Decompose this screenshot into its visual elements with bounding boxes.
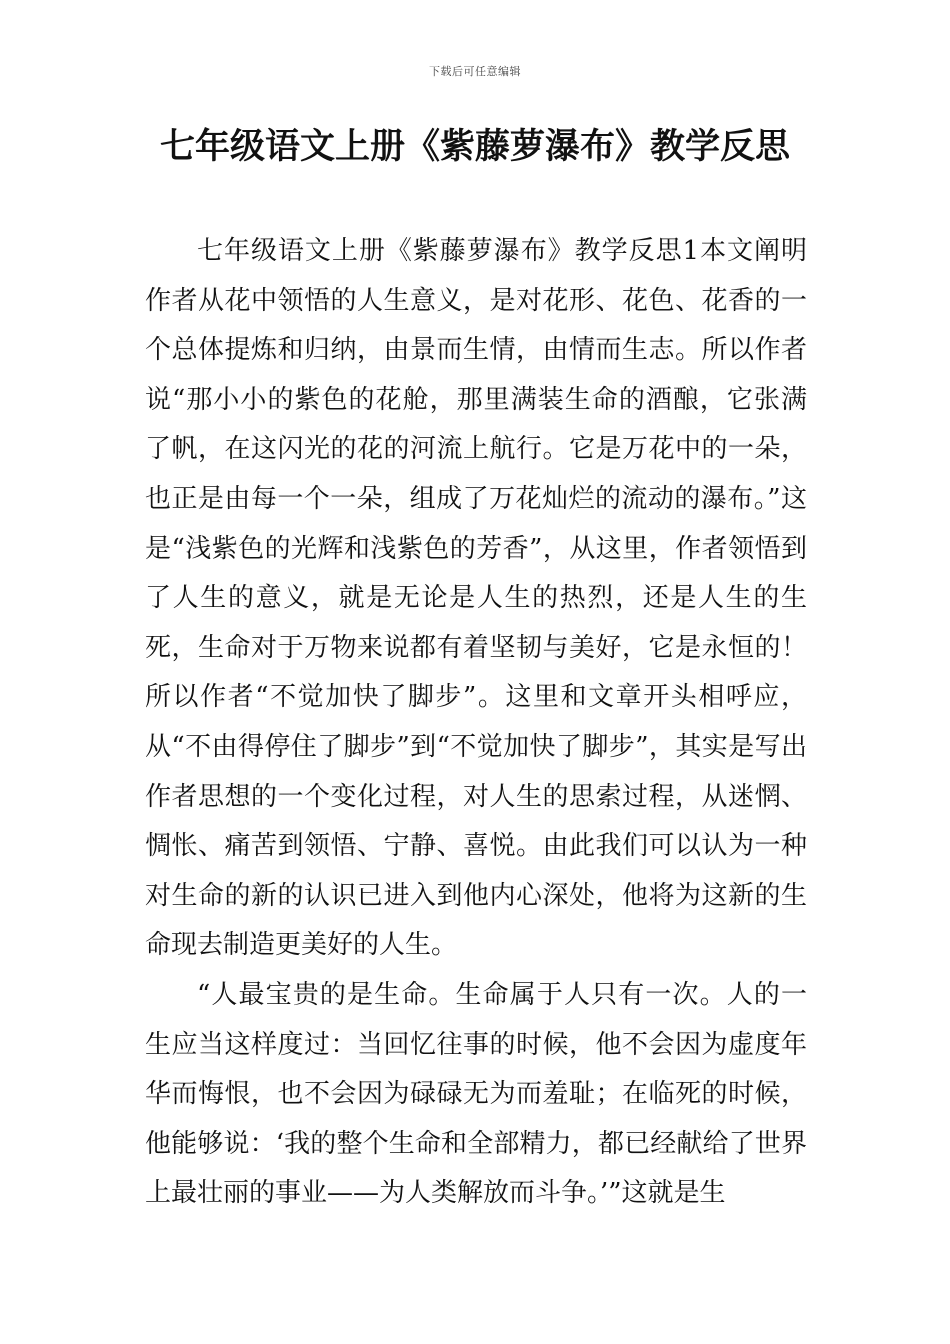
document-title: 七年级语文上册《紫藤萝瀑布》教学反思 [159, 127, 790, 167]
body-paragraph: “人最宝贵的是生命。生命属于人只有一次。人的一生应当这样度过：当回忆往事的时候，他不会因为虚度年华而悔恨，也不会因为碌碌无为而羞耻；在临死的时候，他能够说：‘我的整个生命和全部精力，都已经献给了世界上最壮丽的事业——为人类解放而斗争。’”这就是生 [145, 979, 807, 1209]
document-body [145, 227, 807, 1219]
body-paragraph: 七年级语文上册《紫藤萝瀑布》教学反思1本文阐明作者从花中领悟的人生意义，是对花形、花色、花香的一个总体提炼和归纳，由景而生情，由情而生志。所以作者说“那小小的紫色的花舱，那里满装生命的酒酿，它张满了帆，在这闪光的花的河流上航行。它是万花中的一朵，也正是由每一个一朵，组成了万花灿烂的流动的瀑布。”这是“浅紫色的光辉和浅紫色的芳香”，从这里，作者领悟到了人生的意义，就是无论是人生的热烈，还是人生的生死，生命对于万物来说都有着坚韧与美好，它是永恒的！所以作者“不觉加快了脚步”。这里和文章开头相呼应，从“不由得停住了脚步”到“不觉加快了脚步”，其实是写出作者思想的一个变化过程，对人生的思索过程，从迷惘、惆怅、痛苦到领悟、宁静、喜悦。由此我们可以认为一种对生命的新的认识已进入到他内心深处，他将为这新的生命现去制造更美好的人生。 [145, 236, 807, 961]
header-note: 下载后可任意编辑 [429, 65, 521, 78]
